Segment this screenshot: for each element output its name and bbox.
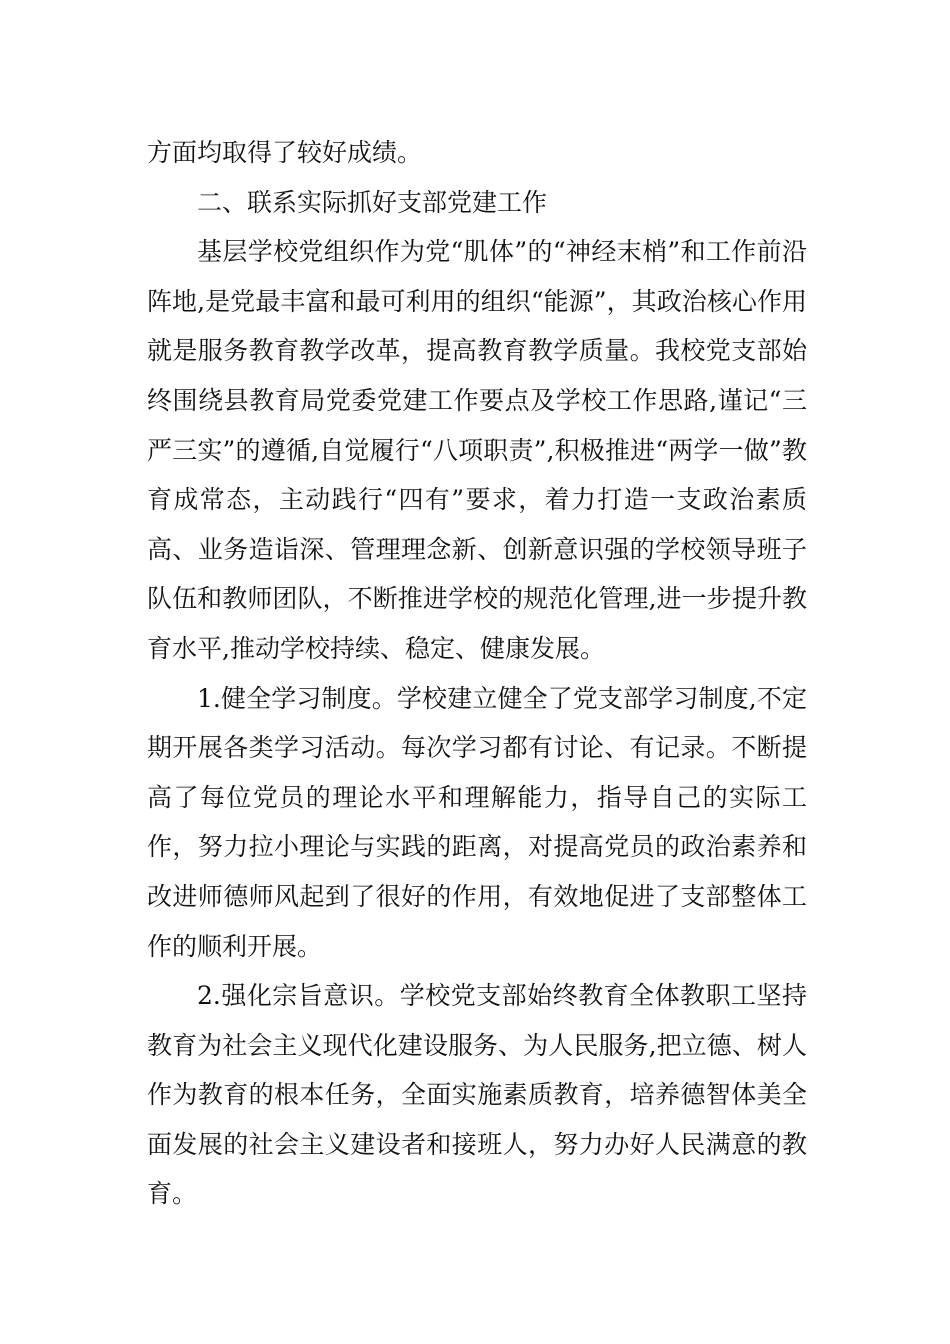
- document-body: [147, 128, 807, 1219]
- paragraph-study-system: 1.健全学习制度。学校建立健全了党支部学习制度,不定期开展各类学习活动。每次学习都有讨论、有记录。不断提高了每位党员的理论水平和理解能力，指导自己的实际工作，努力拉小理论与实践的距离，对提高党员的政治素养和改进师德师风起到了很好的作用，有效地促进了支部整体工作的顺利开展。: [147, 683, 807, 961]
- paragraph-intro: 基层学校党组织作为党“肌体”的“神经末梢”和工作前沿阵地,是党最丰富和最可利用的组织“能源”，其政治核心作用就是服务教育教学改革，提高教育教学质量。我校党支部始终围绕县教育局党委党建工作要点及学校工作思路,谨记“三严三实”的遵循,自觉履行“八项职责”,积极推进“两学一做”教育成常态，主动践行“四有”要求，着力打造一支政治素质高、业务造诣深、管理理念新、创新意识强的学校领导班子队伍和教师团队，不断推进学校的规范化管理,进一步提升教育水平,推动学校持续、稳定、健康发展。: [147, 237, 807, 663]
- paragraph-continuation: 方面均取得了较好成绩。: [147, 138, 423, 167]
- section-heading: 二、联系实际抓好支部党建工作: [197, 187, 548, 217]
- paragraph-purpose-awareness: 2.强化宗旨意识。学校党支部始终教育全体教职工坚持教育为社会主义现代化建设服务、为人民服务,把立德、树人作为教育的根本任务，全面实施素质教育，培养德智体美全面发展的社会主义建设者和接班人，努力办好人民满意的教育。: [147, 981, 807, 1209]
